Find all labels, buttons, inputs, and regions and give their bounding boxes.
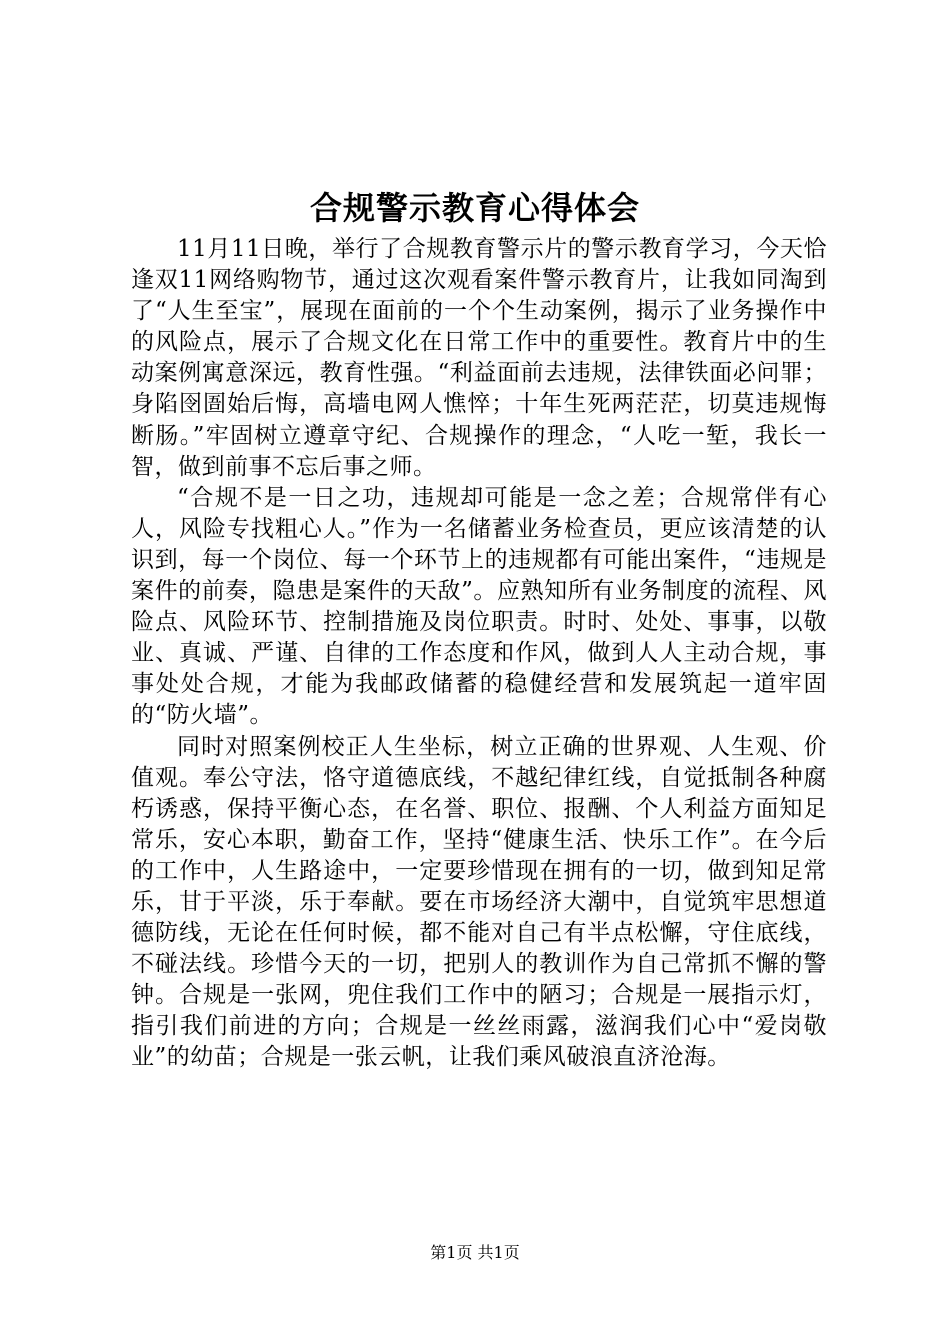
page-footer: 第1页 共1页 [430, 1243, 520, 1262]
paragraph-2: “合规不是一日之功，违规却可能是一念之差；合规常伴有心人，风险专找粗心人。”作为一名储蓄业务检查员，更应该清楚的认识到，每一个岗位、每一个环节上的违规都有可能出案件，“违规是案件的前奏，隐患是案件的天敌”。应熟知所有业务制度的流程、风险点、风险环节、控制措施及岗位职责。时时、处处、事事，以敬业、真诚、严谨、自律的工作态度和作风，做到人人主动合规，事事处处合规，才能为我邮政储蓄的稳健经营和发展筑起一道牢固的“防火墙”。 [131, 484, 827, 729]
paragraph-3: 同时对照案例校正人生坐标，树立正确的世界观、人生观、价值观。奉公守法，恪守道德底线，不越纪律红线，自觉抵制各种腐朽诱惑，保持平衡心态，在名誉、职位、报酬、个人利益方面知足常乐，安心本职，勤奋工作，坚持“健康生活、快乐工作”。在今后的工作中，人生路途中，一定要珍惜现在拥有的一切，做到知足常乐，甘于平淡，乐于奉献。要在市场经济大潮中，自觉筑牢思想道德防线，无论在任何时候，都不能对自己有半点松懈，守住底线，不碰法线。珍惜今天的一切，把别人的教训作为自己常抓不懈的警钟。合规是一张网，兜住我们工作中的陋习；合规是一展指示灯，指引我们前进的方向；合规是一丝丝雨露，滋润我们心中“爱岗敬业”的幼苗；合规是一张云帆，让我们乘风破浪直济沧海。 [131, 733, 827, 1071]
document-body [131, 234, 827, 1074]
document-title: 合规警示教育心得体会 [309, 189, 640, 227]
paragraph-1: 11月11日晚，举行了合规教育警示片的警示教育学习，今天恰逢双11网络购物节，通过这次观看案件警示教育片，让我如同淘到了“人生至宝”，展现在面前的一个个生动案例，揭示了业务操作中的风险点，展示了合规文化在日常工作中的重要性。教育片中的生动案例寓意深远，教育性强。“利益面前去违规，法律铁面必问罪；身陷囹圄始后悔，高墙电网人憔悴；十年生死两茫茫，切莫违规悔断肠。”牢固树立遵章守纪、合规操作的理念，“人吃一堑，我长一智，做到前事不忘后事之师。 [131, 236, 827, 480]
